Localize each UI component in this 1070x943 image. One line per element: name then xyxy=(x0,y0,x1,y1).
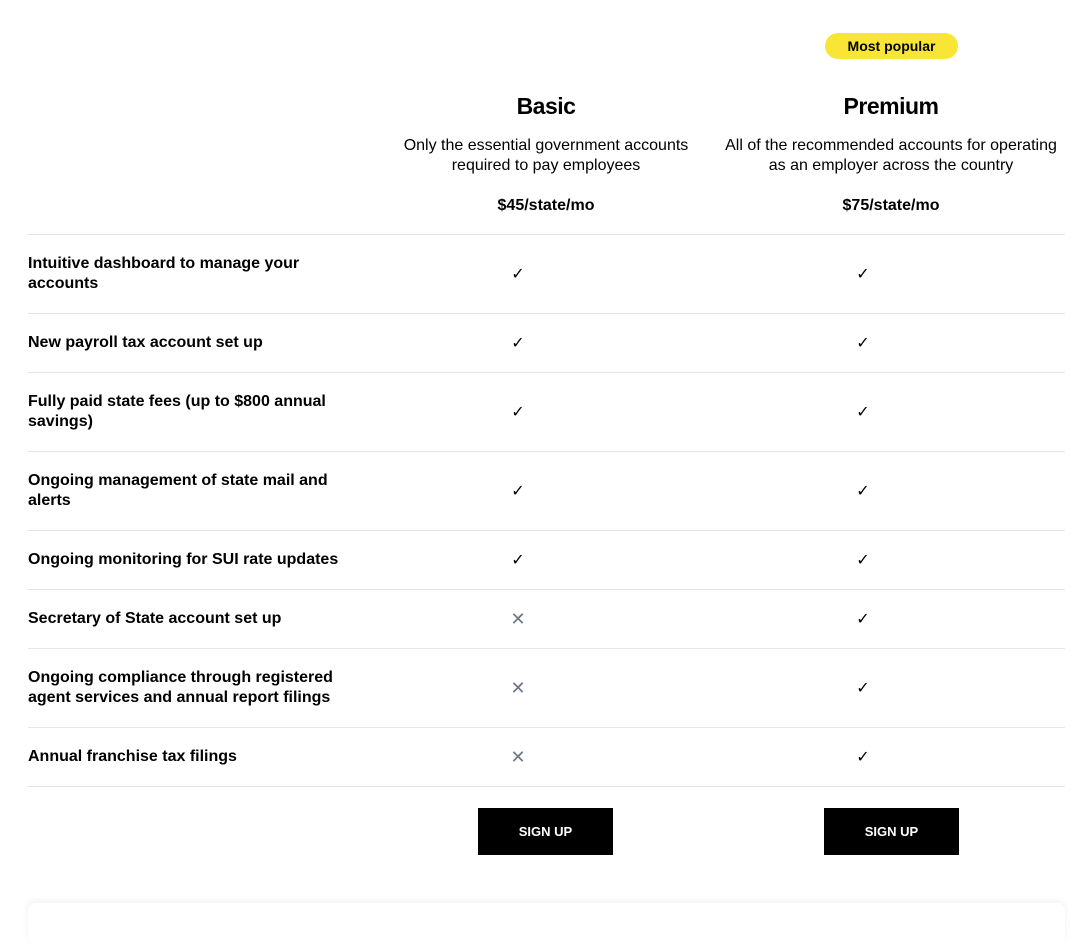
check-icon: ✓ xyxy=(856,404,870,421)
feature-label: Annual franchise tax filings xyxy=(28,748,237,765)
check-icon: ✓ xyxy=(856,611,870,628)
feature-row xyxy=(28,373,1065,452)
check-icon: ✓ xyxy=(511,483,525,500)
check-icon: ✓ xyxy=(856,680,870,697)
check-icon: ✓ xyxy=(511,335,525,352)
feature-label: Fully paid state fees (up to $800 annual savings) xyxy=(28,393,326,430)
plan-price: $45/state/mo xyxy=(497,197,595,214)
plan-basic-header xyxy=(373,90,719,216)
plan-title: Basic xyxy=(516,93,576,119)
cross-icon: ✕ xyxy=(510,746,526,767)
feature-row xyxy=(28,728,1065,787)
check-icon: ✓ xyxy=(856,483,870,500)
feature-comparison-table xyxy=(28,234,1065,787)
footer-card xyxy=(28,903,1065,943)
feature-label: Ongoing management of state mail and alerts xyxy=(28,472,328,509)
plan-price: $75/state/mo xyxy=(842,197,940,214)
check-icon: ✓ xyxy=(856,266,870,283)
feature-row xyxy=(28,531,1065,590)
check-icon: ✓ xyxy=(511,552,525,569)
plan-premium-header xyxy=(718,90,1064,216)
plan-description: All of the recommended accounts for operating as an employer across the country xyxy=(725,137,1057,174)
feature-label: Ongoing monitoring for SUI rate updates xyxy=(28,551,339,568)
feature-row xyxy=(28,452,1065,531)
feature-row xyxy=(28,314,1065,373)
check-icon: ✓ xyxy=(856,335,870,352)
feature-label: New payroll tax account set up xyxy=(28,334,263,351)
plan-title: Premium xyxy=(843,93,939,119)
feature-label: Ongoing compliance through registered agent services and annual report filings xyxy=(28,669,333,706)
feature-row xyxy=(28,590,1065,649)
most-popular-badge: Most popular xyxy=(825,33,958,59)
check-icon: ✓ xyxy=(511,266,525,283)
feature-label: Intuitive dashboard to manage your accounts xyxy=(28,255,300,292)
feature-label: Secretary of State account set up xyxy=(28,610,282,627)
plan-description: Only the essential government accounts required to pay employees xyxy=(403,137,689,174)
check-icon: ✓ xyxy=(856,552,870,569)
feature-row xyxy=(28,649,1065,728)
feature-row xyxy=(28,235,1065,314)
cross-icon: ✕ xyxy=(510,608,526,629)
check-icon: ✓ xyxy=(511,404,525,421)
premium-sign-up-button[interactable]: SIGN UP xyxy=(824,808,959,855)
basic-sign-up-button[interactable]: SIGN UP xyxy=(478,808,613,855)
check-icon: ✓ xyxy=(856,749,870,766)
cross-icon: ✕ xyxy=(510,677,526,698)
